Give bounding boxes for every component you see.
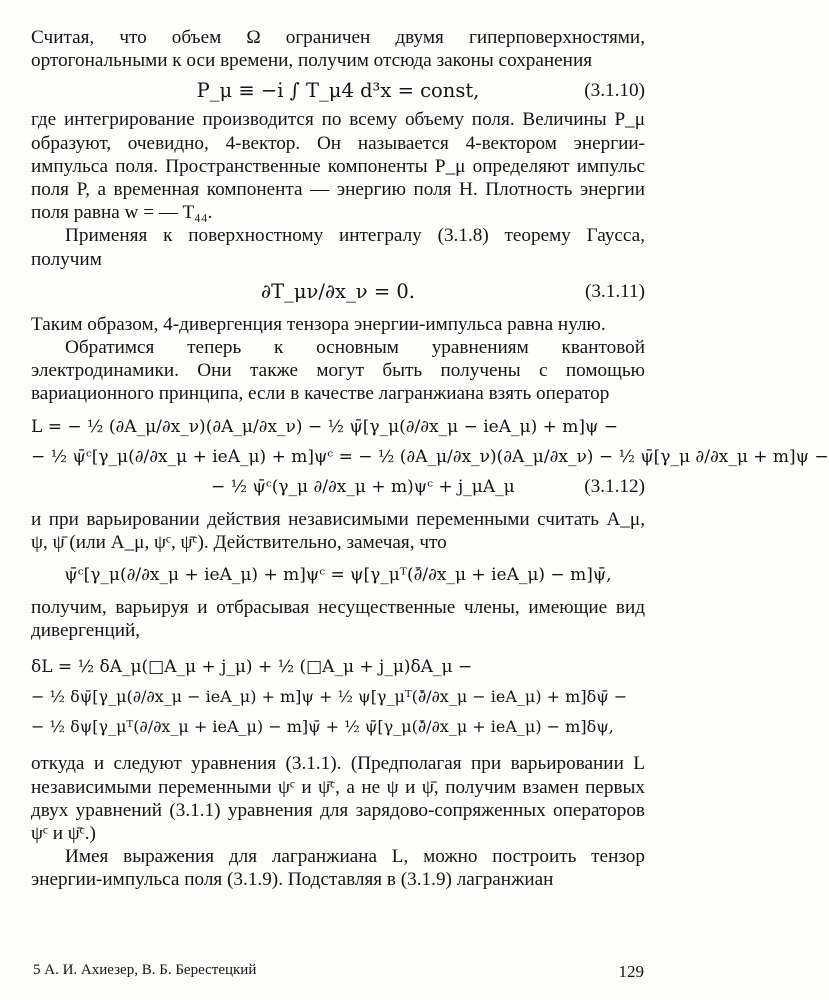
equation-3-1-12-line1: L = − ½ (∂A_μ/∂x_ν)(∂A_μ/∂x_ν) − ½ ψ̄[γ_μ(∂/∂x_μ − ieA_μ) + m]ψ −: [31, 416, 618, 437]
equation-3-1-11-formula: ∂T_μν/∂x_ν = 0.: [261, 279, 415, 303]
paragraph-4: Таким образом, 4-дивергенция тензора энергии-импульса равна нулю.: [31, 313, 606, 335]
equation-variation-line2: − ½ δψ̄[γ_μ(∂/∂x_μ − ieA_μ) + m]ψ + ½ ψ[γ_μᵀ(∂̄/∂x_μ − ieA_μ) + m]δψ̄ −: [31, 687, 628, 707]
paragraph-1: Считая, что объем Ω ограничен двумя гиперповерхностями, ортогональными к оси времени, получим отсюда законы сохранения: [31, 27, 645, 72]
equation-identity: ψ̄ᶜ[γ_μ(∂/∂x_μ + ieA_μ) + m]ψᶜ = ψ[γ_μᵀ(∂̄/∂x_μ + ieA_μ) − m]ψ̄,: [64, 565, 612, 586]
equation-variation: [31, 652, 645, 742]
equation-3-1-10-number: (3.1.10): [584, 80, 645, 102]
equation-variation-line1: δL = ½ δA_μ(□A_μ + j_μ) + ½ (□A_μ + j_μ)δA_μ −: [31, 657, 473, 678]
equation-3-1-12-line3: [31, 472, 645, 502]
equation-3-1-12-line2: − ½ ψ̄ᶜ[γ_μ(∂/∂x_μ + ieA_μ) + m]ψᶜ = − ½ (∂A_μ/∂x_ν)(∂A_μ/∂x_ν) − ½ ψ̄[γ_μ ∂/∂x_μ + m]ψ −: [31, 446, 829, 467]
equation-3-1-12-line3-formula: − ½ ψ̄ᶜ(γ_μ ∂/∂x_μ + m)ψᶜ + j_μA_μ: [211, 476, 515, 497]
equation-3-1-11-number: (3.1.11): [584, 280, 645, 302]
page-number: 129: [618, 962, 644, 981]
equation-variation-line3: − ½ δψ[γ_μᵀ(∂/∂x_μ + ieA_μ) − m]ψ̄ + ½ ψ̄[γ_μ(∂̄/∂x_μ + ieA_μ) − m]δψ,: [31, 717, 614, 737]
paragraph-9: Имея выражения для лагранжиана L, можно построить тензор энергии-импульса поля (3.1.9). Подставляя в (3.1.9) лагранжиан: [31, 846, 645, 891]
paragraph-6: и при варьировании действия независимыми переменными считать A_μ, ψ, ψ̄ (или A_μ, ψᶜ, ψ̄ᶜ). Действительно, замечая, что: [31, 508, 645, 553]
equation-3-1-12: [31, 412, 829, 502]
equation-3-1-10: [31, 76, 645, 106]
page-content: [31, 26, 829, 986]
page-footer: [33, 962, 644, 982]
equation-3-1-11: [31, 277, 645, 307]
equation-3-1-12-number: (3.1.12): [584, 475, 645, 497]
paragraph-8: откуда и следуют уравнения (3.1.1). (Предполагая при варьировании L независимыми переменными ψᶜ и ψ̄ᶜ, а не ψ и ψ̄, получим взамен первых двух уравнений (3.1.1) уравнения для зарядово-сопряженных операторов ψᶜ и ψ̄ᶜ.): [31, 753, 645, 845]
footer-signature: 5 А. И. Ахиезер, В. Б. Берестецкий: [33, 962, 257, 978]
paragraph-7: получим, варьируя и отбрасывая несущественные члены, имеющие вид дивергенций,: [31, 597, 645, 642]
paragraph-2: где интегрирование производится по всему объему поля. Величины P_μ образуют, очевидно, 4-вектор. Он называется 4-вектором энергии-импульса поля. Пространственные компоненты P_μ определяют импульс поля P, а временная компонента — энергию поля H. Плотность энергии поля равна w = — T₄₄.: [31, 109, 645, 224]
paragraph-3: Применяя к поверхностному интегралу (3.1.8) теорему Гаусса, получим: [31, 225, 645, 270]
paragraph-5: Обратимся теперь к основным уравнениям квантовой электродинамики. Они также могут быть получены с помощью вариационного принципа, если в качестве лагранжиана взять оператор: [31, 337, 645, 405]
equation-3-1-10-formula: P_μ ≡ −i ∫ T_μ4 d³x = const,: [196, 79, 480, 103]
